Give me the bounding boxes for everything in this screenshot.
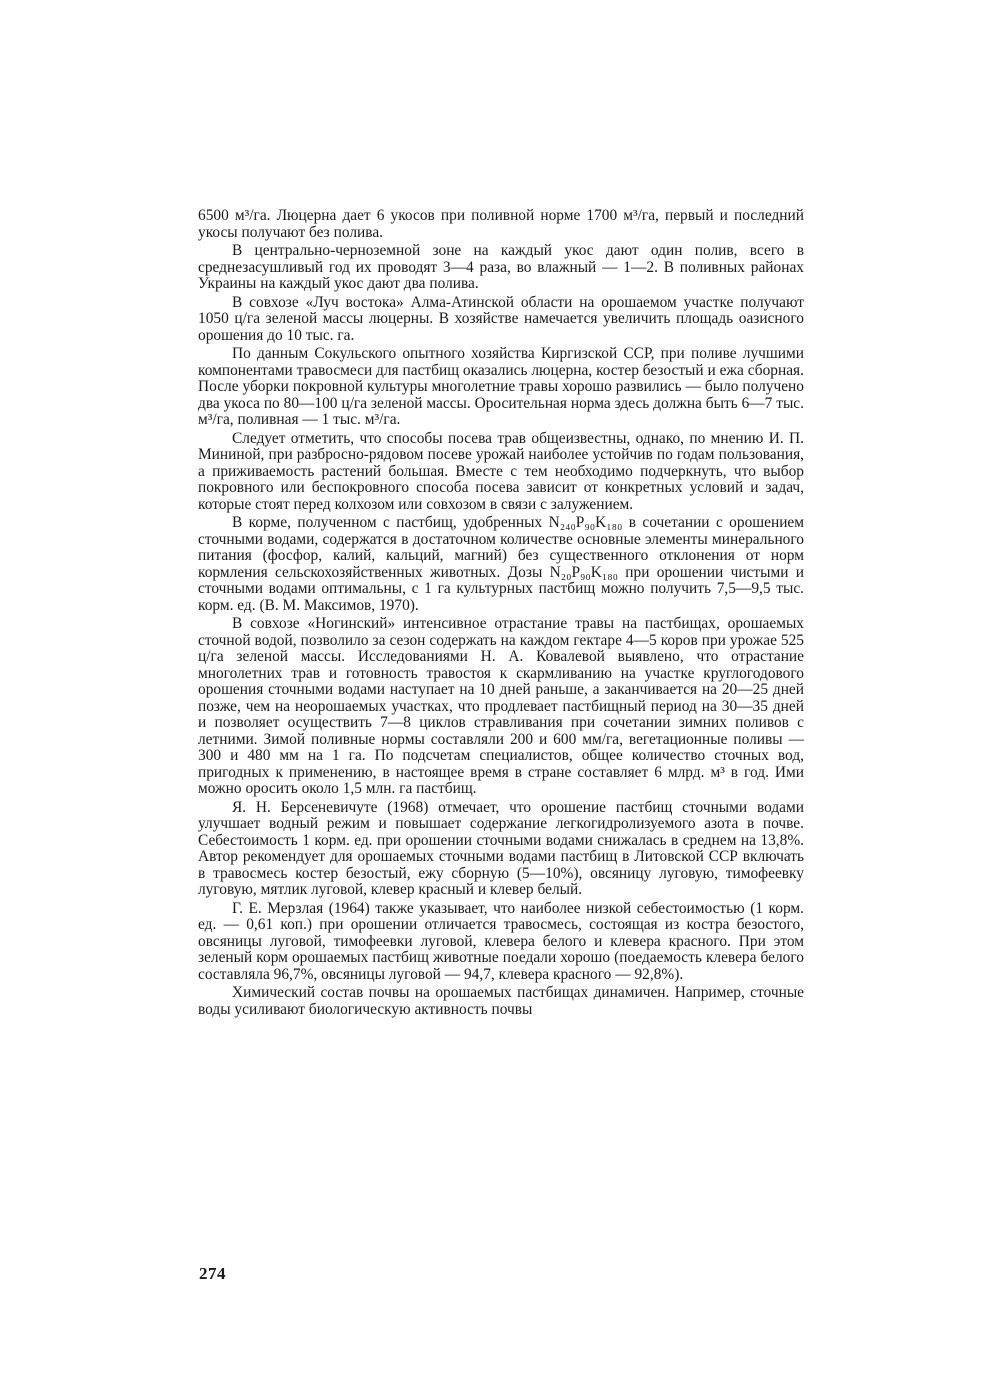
paragraph-8: Я. Н. Берсеневичуте (1968) отмечает, что орошение пастбищ сточными водами улучшает водный режим и повышает содержание легкогидролизуемого азота в почве. Себестоимость 1 корм. ед. при орошении сточными водами снижалась в среднем на 13,8%. Автор рекомендует для орошаемых сточными водами пастбищ в Литовской ССР включать в травосмесь костер безостый, ежу сборную (5—10%), овсяницу луговую, тимофеевку луговую, мятлик луговой, клевер красный и клевер белый. xyxy=(198,798,804,898)
paragraph-5: Следует отметить, что способы посева трав общеизвестны, однако, по мнению И. П. Мининой, при разбросно-рядовом посеве урожай наиболее устойчив по годам пользования, а приживаемость растений большая. Вместе с тем необходимо подчеркнуть, что выбор покровного или беспокровного способа посева зависит от конкретных условий и задач, которые стоят перед колхозом или совхозом в связи с залужением. xyxy=(198,429,804,513)
paragraph-1: 6500 м³/га. Люцерна дает 6 укосов при поливной норме 1700 м³/га, первый и последний укосы получают без полива. xyxy=(198,207,804,241)
paragraph-9: Г. Е. Мерзлая (1964) также указывает, что наиболее низкой себестоимостью (1 корм. ед. — 0,61 коп.) при орошении отличается травосмесь, состоящая из костра безостого, овсяницы луговой, тимофеевки луговой, клевера белого и клевера красного. При этом зеленый корм орошаемых пастбищ животные поедали хорошо (поедаемость клевера белого составляла 96,7%, овсяницы луговой — 94,7, клевера красного — 92,8%). xyxy=(198,899,804,983)
page-number: 274 xyxy=(199,1264,226,1283)
paragraph-4: По данным Сокульского опытного хозяйства Киргизской ССР, при поливе лучшими компонентами травосмеси для пастбищ оказались люцерна, костер безостый и ежа сборная. После уборки покровной культуры многолетние травы хорошо развились — было получено два укоса по 80—100 ц/га зеленой массы. Оросительная норма здесь должна быть 6—7 тыс. м³/га, поливная — 1 тыс. м³/га. xyxy=(198,345,804,428)
page-body-text xyxy=(198,208,804,1020)
paragraph-3: В совхозе «Луч востока» Алма-Атинской области на орошаемом участке получают 1050 ц/га зеленой массы люцерны. В хозяйстве намечается увеличить площадь оазисного орошения до 10 тыс. га. xyxy=(198,293,804,344)
paragraph-6: В корме, полученном с пастбищ, удобренных N₂₄₀P₉₀K₁₈₀ в сочетании с орошением сточными водами, содержатся в достаточном количестве основные элементы минерального питания (фосфор, калий, кальций, магний) без существенного отклонения от норм кормления сельскохозяйственных животных. Дозы N₂₀P₉₀K₁₈₀ при орошении чистыми и сточными водами оптимальны, с 1 га культурных пастбищ можно получить 7,5—9,5 тыс. корм. ед. (В. М. Максимов, 1970). xyxy=(198,514,804,614)
paragraph-10: Химический состав почвы на орошаемых пастбищах динамичен. Например, сточные воды усиливают биологическую активность почвы xyxy=(198,984,804,1018)
paragraph-2: В центрально-черноземной зоне на каждый укос дают один полив, всего в среднезасушливый год их проводят 3—4 раза, во влажный — 1—2. В поливных районах Украины на каждый укос дают два полива. xyxy=(198,242,804,292)
paragraph-7: В совхозе «Ногинский» интенсивное отрастание травы на пастбищах, орошаемых сточной водой, позволило за сезон содержать на каждом гектаре 4—5 коров при урожае 525 ц/га зеленой массы. Исследованиями Н. А. Ковалевой выявлено, что отрастание многолетних трав и готовность травостоя к скармливанию на участке круглогодового орошения сточными водами наступает на 10 дней раньше, а заканчивается на 20—25 дней позже, чем на неорошаемых участках, что продлевает пастбищный период на 30—35 дней и позволяет осуществить 7—8 циклов стравливания при сочетании зимних поливов с летними. Зимой поливные нормы составляли 200 и 600 мм/га, вегетационные поливы — 300 и 480 мм на 1 га. По подсчетам специалистов, общее количество сточных вод, пригодных к применению, в настоящее время в стране составляет 6 млрд. м³ в год. Ими можно оросить около 1,5 млн. га пастбищ. xyxy=(198,615,804,797)
